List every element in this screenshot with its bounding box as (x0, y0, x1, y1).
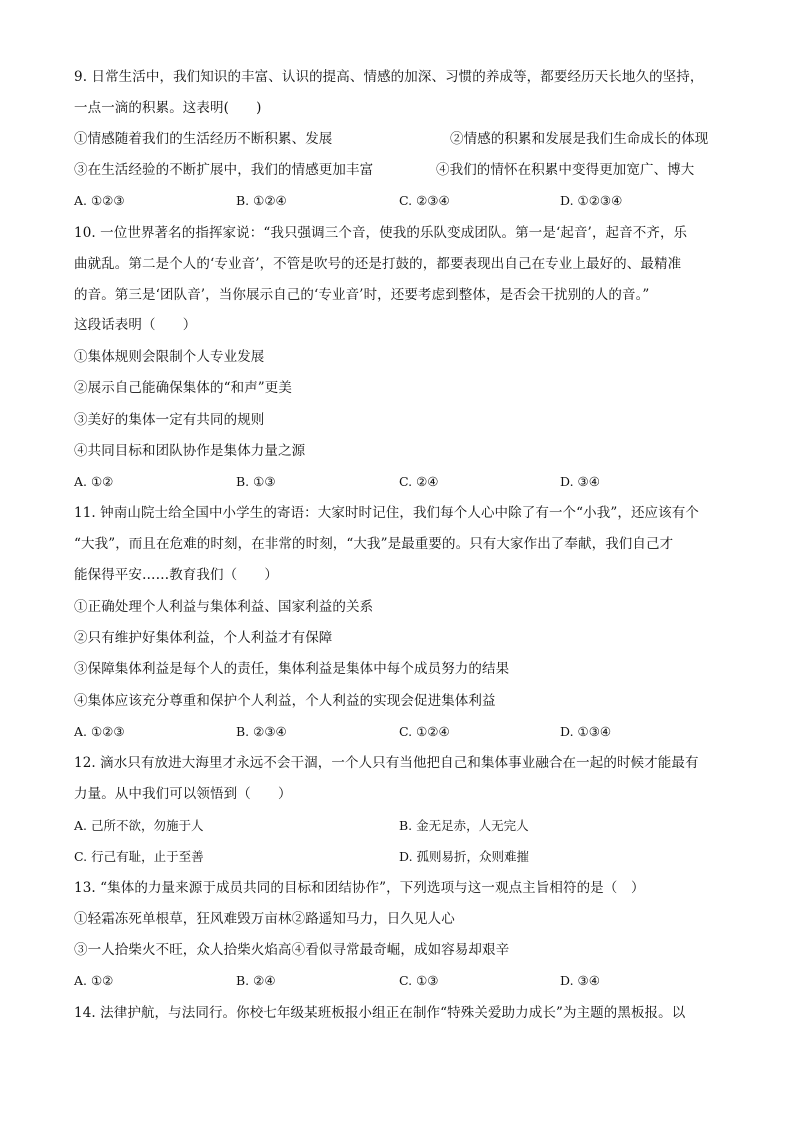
q13-option-d: D. ③④ (560, 973, 600, 988)
q9-option-c: C. ②③④ (399, 193, 450, 208)
q13-stem-line1: 13. “集体的力量来源于成员共同的目标和团结协作”，下列选项与这一观点主旨相符的是（ ） (74, 880, 645, 896)
q10-stem-line4: 这段话表明（ ） (74, 317, 197, 333)
q14-stem-line1: 14. 法律护航，与法同行。你校七年级某班板报小组正在制作“特殊关爱助力成长”为主题的黑板报。以 (74, 1005, 686, 1021)
q9-option-a: A. ①②③ (74, 193, 125, 208)
q10-option-d: D. ③④ (560, 474, 600, 489)
q10-statement-2: ②展示自己能确保集体的“和声”更美 (74, 380, 293, 396)
q10-statement-4: ④共同目标和团队协作是集体力量之源 (74, 443, 306, 459)
q11-option-b: B. ②③④ (236, 724, 287, 739)
q13-option-a: A. ①② (74, 973, 114, 988)
q10-stem-line3: 的音。第三是‘团队音’，当你展示自己的‘专业音’时，还要考虑到整体，是否会干扰别的人的音。” (74, 287, 650, 303)
q11-stem-line2: “大我”，而且在危难的时刻，在非常的时刻，“大我”是最重要的。只有大家作出了奉献，我们自己才 (74, 536, 674, 552)
q9-stem-line1: 9. 日常生活中，我们知识的丰富、认识的提高、情感的加深、习惯的养成等，都要经历天长地久的坚持， (74, 69, 704, 85)
q10-stem-line1: 10. 一位世界著名的指挥家说：“我只强调三个音，使我的乐队变成团队。第一是‘起音’，起音不齐，乐 (74, 225, 688, 241)
q10-option-c: C. ②④ (399, 474, 439, 489)
q9-statement-4: ④我们的情怀在积累中变得更加宽广、博大 (436, 162, 695, 178)
q10-option-b: B. ①③ (236, 474, 276, 489)
q12-stem-line1: 12. 滴水只有放进大海里才永远不会干涸，一个人只有当他把自己和集体事业融合在一起的时候才能最有 (74, 755, 699, 771)
q11-statement-3: ③保障集体利益是每个人的责任，集体利益是集体中每个成员努力的结果 (74, 661, 510, 677)
q9-statement-3: ③在生活经验的不断扩展中，我们的情感更加丰富 (74, 162, 374, 178)
q11-statement-4: ④集体应该充分尊重和保护个人利益，个人利益的实现会促进集体利益 (74, 693, 496, 709)
q11-option-d: D. ①③④ (560, 724, 612, 739)
q10-option-a: A. ①② (74, 474, 114, 489)
q9-option-b: B. ①②④ (236, 193, 287, 208)
q11-stem-line1: 11. 钟南山院士给全国中小学生的寄语：大家时时记住，我们每个人心中除了有一个“小我”，还应该有个 (74, 505, 699, 521)
q13-option-b: B. ②④ (236, 973, 276, 988)
q9-stem-line2: 一点一滴的积累。这表明( ) (74, 100, 262, 116)
q9-statement-1: ①情感随着我们的生活经历不断积累、发展 (74, 131, 333, 147)
q13-stem-line2: ①轻霜冻死单根草，狂风难毁万亩林②路遥知马力，日久见人心 (74, 911, 455, 927)
q11-option-c: C. ①②④ (399, 724, 450, 739)
q13-option-c: C. ①③ (399, 973, 439, 988)
q11-option-a: A. ①②③ (74, 724, 125, 739)
q10-statement-1: ①集体规则会限制个人专业发展 (74, 349, 265, 365)
q12-stem-line2: 力量。从中我们可以领悟到（ ） (74, 786, 292, 802)
q12-option-d: D. 孤则易折，众则难摧 (399, 849, 530, 864)
q11-statement-2: ②只有维护好集体利益，个人利益才有保障 (74, 630, 333, 646)
q9-option-d: D. ①②③④ (560, 193, 623, 208)
q12-option-c: C. 行己有耻，止于至善 (74, 849, 204, 864)
q12-option-b: B. 金无足赤，人无完人 (399, 818, 529, 833)
q13-stem-line3: ③一人拾柴火不旺，众人拾柴火焰高④看似寻常最奇崛，成如容易却艰辛 (74, 942, 510, 958)
q10-stem-line2: 曲就乱。第二是个人的‘专业音’，不管是吹号的还是打鼓的，都要表现出自己在专业上最好的、最精准 (74, 256, 682, 272)
q10-statement-3: ③美好的集体一定有共同的规则 (74, 412, 265, 428)
q11-stem-line3: 能保得平安……教育我们（ ） (74, 567, 278, 583)
q12-option-a: A. 己所不欲，勿施于人 (74, 818, 204, 833)
q11-statement-1: ①正确处理个人利益与集体利益、国家利益的关系 (74, 599, 374, 615)
q9-statement-2: ②情感的积累和发展是我们生命成长的体现 (450, 131, 709, 147)
